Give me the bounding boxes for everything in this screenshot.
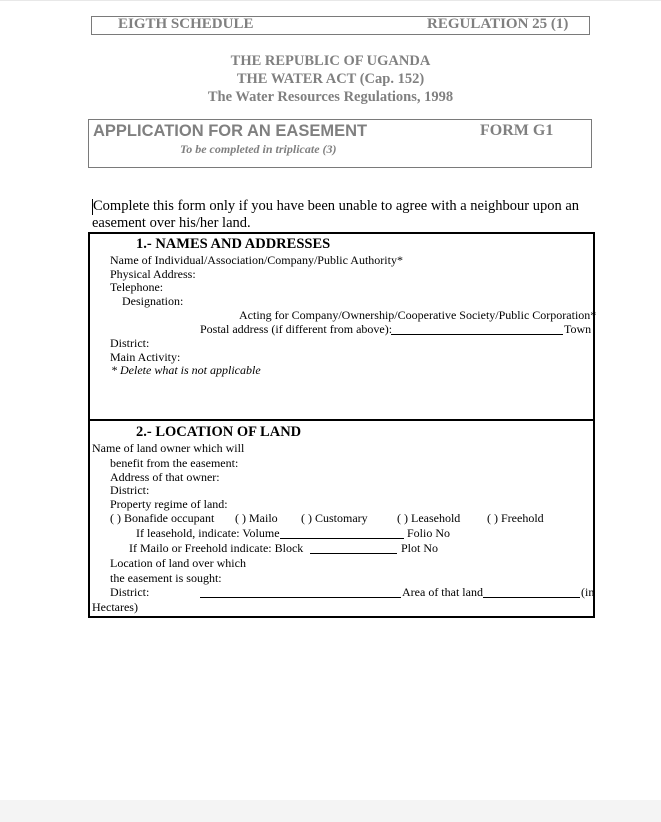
schedule-label: EIGTH SCHEDULE bbox=[118, 16, 254, 32]
acting-for-label: Acting for Company/Ownership/Cooperative Society/Public Corporation* bbox=[239, 308, 597, 322]
delete-note: * Delete what is not applicable bbox=[111, 363, 261, 377]
leasehold-option[interactable]: ( ) Leasehold bbox=[397, 511, 461, 525]
top-divider bbox=[0, 0, 661, 1]
volume-field[interactable] bbox=[280, 538, 404, 539]
district-label: District: bbox=[110, 336, 150, 350]
area-field[interactable] bbox=[483, 597, 580, 598]
area-unit-end: Hectares) bbox=[92, 600, 138, 614]
location-label-2: the easement is sought: bbox=[110, 571, 222, 585]
property-regime-label: Property regime of land: bbox=[110, 497, 228, 511]
folio-label: Folio No bbox=[407, 526, 451, 540]
section-2-district-label: District: bbox=[110, 483, 150, 497]
form-subtitle: To be completed in triplicate (3) bbox=[180, 142, 337, 156]
regulations-title: The Water Resources Regulations, 1998 bbox=[207, 89, 454, 105]
location-label: Location of land over which bbox=[110, 556, 246, 570]
designation-label: Designation: bbox=[122, 294, 184, 308]
mailo-option[interactable]: ( ) Mailo bbox=[235, 511, 278, 525]
leasehold-volume-label: If leasehold, indicate: Volume bbox=[136, 526, 280, 540]
section-2-district2-label: District: bbox=[110, 585, 150, 599]
republic-title: THE REPUBLIC OF UGANDA bbox=[230, 53, 431, 69]
mailo-block-label: If Mailo or Freehold indicate: Block bbox=[129, 541, 304, 555]
customary-option[interactable]: ( ) Customary bbox=[301, 511, 368, 525]
freehold-option[interactable]: ( ) Freehold bbox=[487, 511, 544, 525]
area-unit-start: (in bbox=[581, 585, 595, 599]
owner-label: Name of land owner which will bbox=[92, 441, 245, 455]
regulation-label: REGULATION 25 (1) bbox=[427, 16, 569, 32]
postal-address-label: Postal address (if different from above): bbox=[200, 322, 393, 336]
section-1-heading: 1.- NAMES AND ADDRESSES bbox=[136, 236, 331, 252]
intro-line-1[interactable]: Complete this form only if you have been unable to agree with a neighbour upon an bbox=[93, 198, 580, 214]
plot-label: Plot No bbox=[401, 541, 439, 555]
section-2-heading: 2.- LOCATION OF LAND bbox=[136, 424, 302, 440]
act-title: THE WATER ACT (Cap. 152) bbox=[236, 71, 425, 87]
bonafide-option[interactable]: ( ) Bonafide occupant bbox=[110, 511, 215, 525]
telephone-label: Telephone: bbox=[110, 280, 164, 294]
owner-label-2: benefit from the easement: bbox=[110, 456, 239, 470]
form-title: APPLICATION FOR AN EASEMENT bbox=[93, 122, 368, 140]
name-label: Name of Individual/Association/Company/Public Authority* bbox=[110, 253, 403, 267]
physical-address-label: Physical Address: bbox=[110, 267, 196, 281]
town-label: Town bbox=[564, 322, 592, 336]
intro-line-2[interactable]: easement over his/her land. bbox=[92, 215, 251, 231]
area-label: Area of that land bbox=[402, 585, 483, 599]
form-number: FORM G1 bbox=[480, 122, 554, 139]
district-field[interactable] bbox=[200, 597, 401, 598]
main-activity-label: Main Activity: bbox=[110, 350, 181, 364]
postal-address-field[interactable] bbox=[391, 334, 563, 335]
block-field[interactable] bbox=[310, 553, 397, 554]
owner-address-label: Address of that owner: bbox=[110, 470, 220, 484]
